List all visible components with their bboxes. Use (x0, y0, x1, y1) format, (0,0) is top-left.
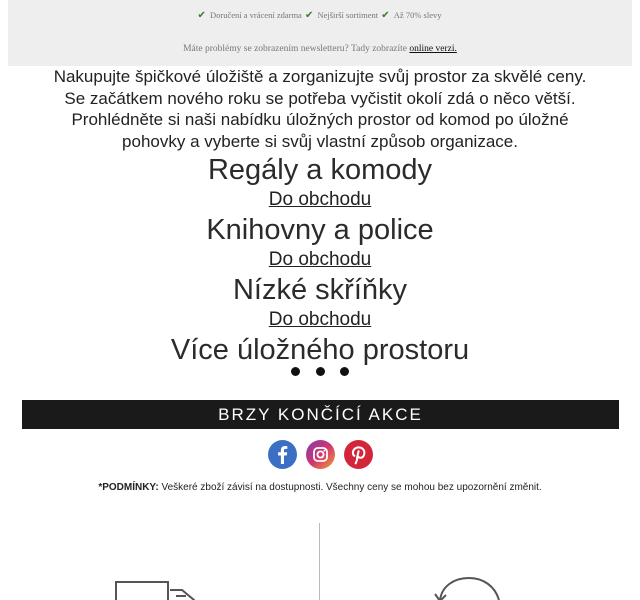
online-version-link[interactable]: online verzi. (409, 44, 457, 54)
column-divider (319, 523, 320, 600)
returns-icon (432, 574, 506, 600)
usp-discount: Až 70% slevy (393, 10, 442, 20)
ending-soon-banner[interactable]: BRZY KONČÍCÍ AKCE (22, 400, 619, 429)
shop-link-bookcases (20, 250, 620, 270)
intro-line: Prohlédněte si naši nabídku úložných prostor od komod po úložné (71, 110, 569, 130)
newsletter-notice (8, 44, 632, 54)
usp-strip (8, 10, 632, 21)
instagram-icon[interactable] (306, 440, 335, 469)
dot (291, 367, 300, 376)
shop-button-shelves[interactable]: Do obchodu (268, 189, 372, 210)
check-icon: ✔ (304, 10, 314, 21)
facebook-icon[interactable] (268, 440, 297, 469)
category-title-shelves: Regály a komody (207, 154, 433, 186)
category-title-low-cabinets: Nízké skříňky (232, 274, 408, 306)
intro-line: Nakupujte špičkové úložiště a zorganizujte svůj prostor za skvělé ceny. (53, 67, 587, 86)
top-banner (8, 0, 632, 66)
pinterest-icon[interactable] (344, 440, 373, 469)
category-title-bookcases: Knihovny a police (206, 214, 434, 246)
shop-button-bookcases[interactable]: Do obchodu (268, 249, 372, 270)
shop-link-shelves (20, 190, 620, 210)
terms-text: Veškeré zboží závisí na dostupnosti. Všechny ceny se mohou bez upozornění změnit. (161, 482, 542, 493)
terms-label: *PODMÍNKY: (98, 482, 159, 493)
usp-assortment: Nejširší sortiment (317, 10, 379, 20)
more-dots-icon (287, 367, 353, 377)
dot (340, 367, 349, 376)
usp-free-delivery: Doručení a vrácení zdarma (210, 10, 302, 20)
dot (316, 367, 325, 376)
shop-button-low-cabinets[interactable]: Do obchodu (268, 309, 372, 330)
intro-line: Se začátkem nového roku se potřeba vyčistit okolí zdá o něco větší. (64, 88, 576, 108)
intro-line: pohovky a vyberte si svůj vlastní způsob organizace. (122, 132, 518, 152)
newsletter-text: Máte problémy se zobrazením newsletteru? Tady zobrazíte (183, 44, 408, 54)
delivery-truck-icon (110, 578, 202, 600)
check-icon: ✔ (381, 10, 390, 21)
terms-note (20, 482, 620, 493)
social-links (268, 440, 374, 470)
category-title-more-storage: Více úložného prostoru (170, 334, 470, 366)
intro-text (20, 66, 620, 153)
check-icon: ✔ (197, 10, 206, 21)
shop-link-low-cabinets (20, 310, 620, 330)
